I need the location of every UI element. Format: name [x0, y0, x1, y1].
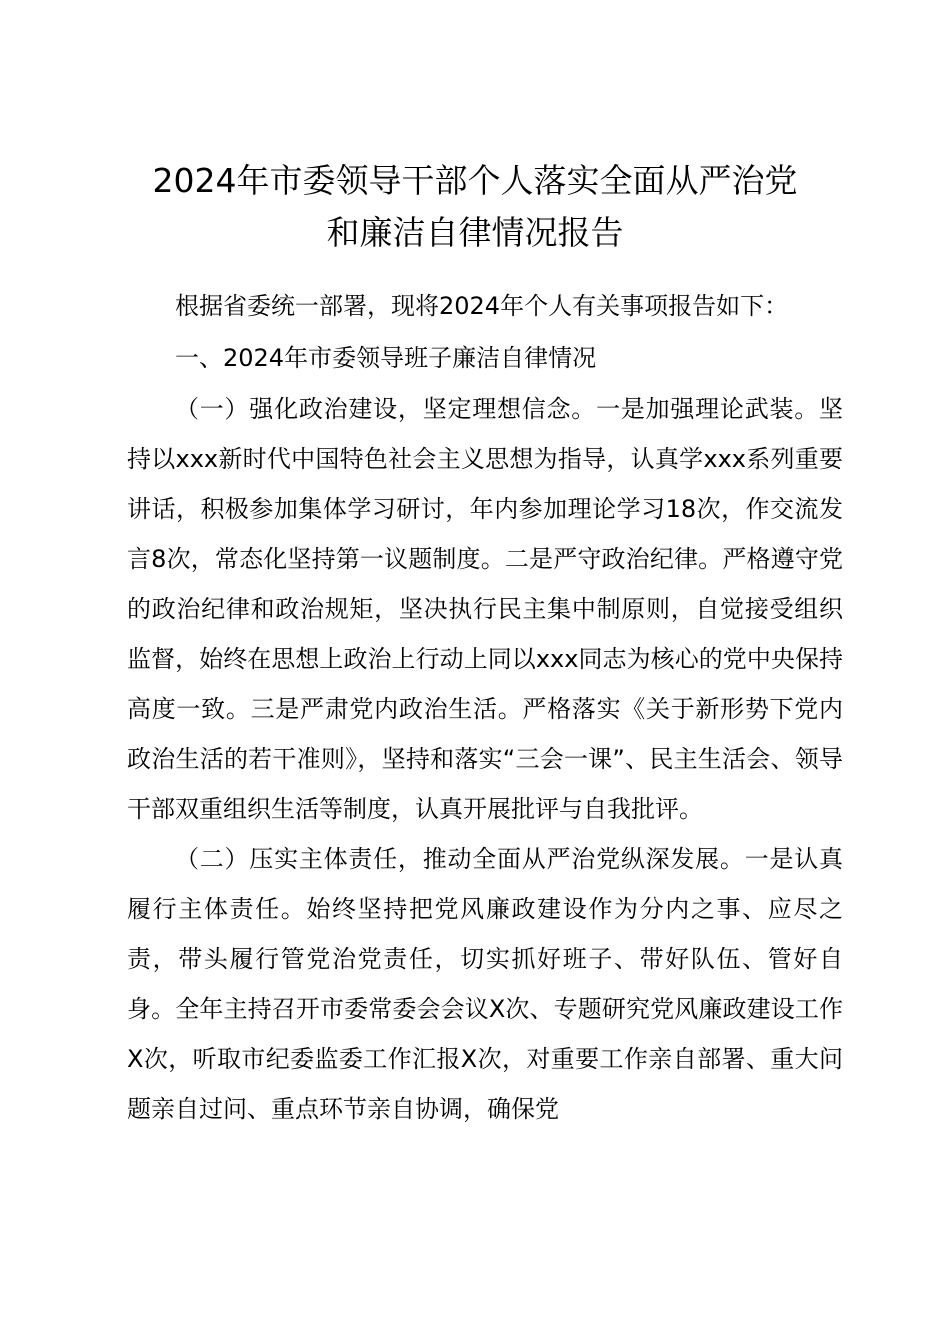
intro-paragraph: 根据省委统一部署，现将2024年个人有关事项报告如下：	[175, 292, 789, 320]
title-line-2: 和廉洁自律情况报告	[326, 213, 624, 252]
document-title	[100, 155, 850, 259]
section-heading: 一、2024年市委领导班子廉洁自律情况	[175, 344, 597, 372]
title-line-1: 2024年市委领导干部个人落实全面从严治党	[152, 161, 798, 200]
body-paragraph: （一）强化政治建设，坚定理想信念。一是加强理论武装。坚持以xxx新时代中国特色社会主义思想为指导，认真学xxx系列重要讲话，积极参加集体学习研讨，年内参加理论学习18次，作交流发言8次，常态化坚持第一议题制度。二是严守政治纪律。严格遵守党的政治纪律和政治规矩，坚决执行民主集中制原则，自觉接受组织监督，始终在思想上政治上行动上同以xxx同志为核心的党中央保持高度一致。三是严肃党内政治生活。严格落实《关于新形势下党内政治生活的若干准则》，坚持和落实“三会一课”、民主生活会、领导干部双重组织生活等制度，认真开展批评与自我批评。	[127, 395, 843, 823]
document-body	[127, 280, 843, 1134]
body-paragraph: （二）压实主体责任，推动全面从严治党纵深发展。一是认真履行主体责任。始终坚持把党风廉政建设作为分内之事、应尽之责，带头履行管党治党责任，切实抓好班子、带好队伍、管好自身。全年主持召开市委常委会会议X次、专题研究党风廉政建设工作X次，听取市纪委监委工作汇报X次，对重要工作亲自部署、重大问题亲自过问、重点环节亲自协调，确保党	[127, 845, 843, 1123]
